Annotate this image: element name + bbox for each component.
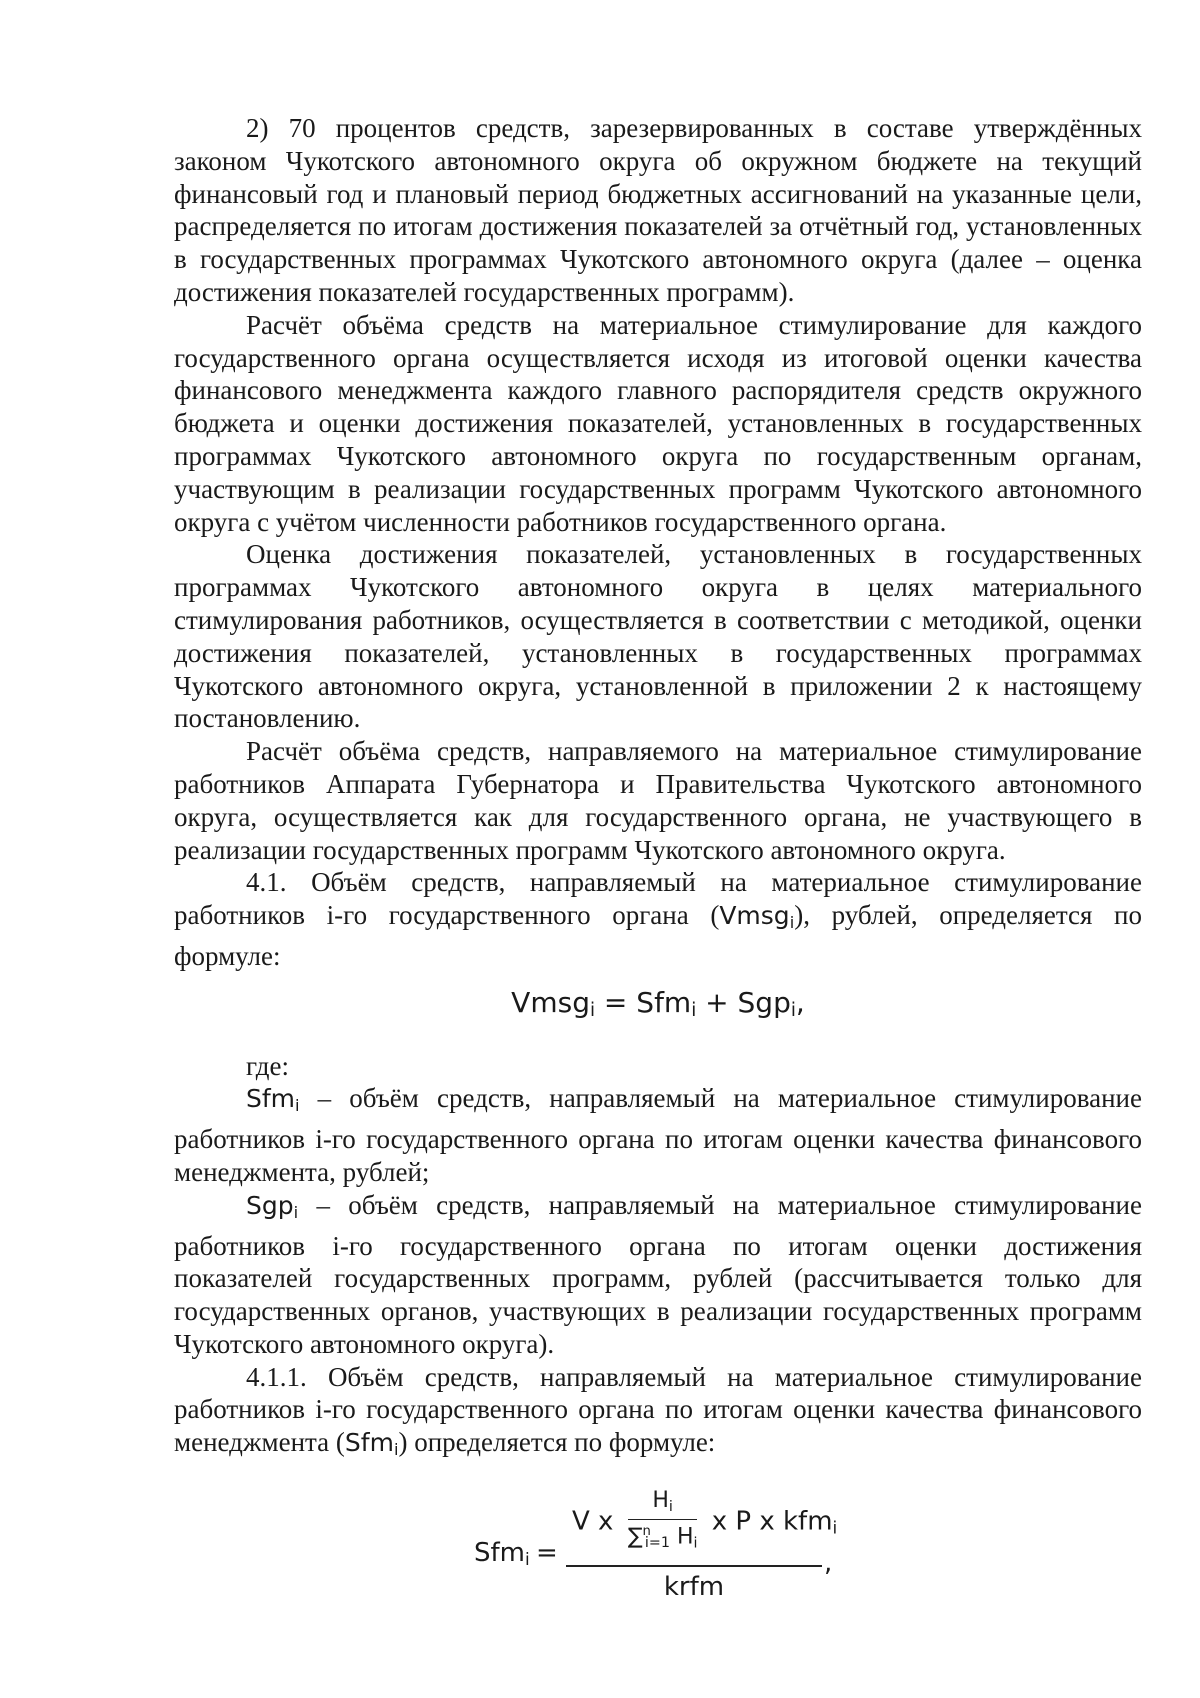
where-label: где: <box>246 1050 289 1081</box>
formula-sfm-numerator: V x $\frac{H_i}{\sum^n_{i=1} H_i}$ x P x kfm$_i$ <box>572 1489 822 1555</box>
formula-sfm-inner-fraction: $\frac{H_i}{\sum^n_{i=1} H_i}$ <box>627 1488 698 1552</box>
paragraph-5 <box>174 866 1142 972</box>
paragraph-8: 4.1.1. Объём средств, направляемый на материальное стимулирование работников i-го государственного органа по итогам оценки качества финансового менеджмента (Sfm$_i$) определяется по формуле: <box>174 1361 1142 1460</box>
paragraph-7: Sgp$_i$ – объём средств, направляемый на материальное стимулирование работников i-го государственного органа по итогам оценки достижения показателей государственных программ, рублей (рассчитывается только для государственных органов, участвующих в реализации государственных программ Чукотского автономного округа). <box>174 1189 1142 1359</box>
paragraph-1: 2) 70 процентов средств, зарезервированных в составе утверждённых законом Чукотского автономного округа об окружном бюджете на текущий финансовый год и плановый период бюджетных ассигнований на указанные цели, распределяется по итогам достижения показателей за отчётный год, установленных в государственных программах Чукотского автономного округа (далее – оценка достижения показателей государственных программ). <box>174 113 1142 307</box>
symbol-sgp: Sgp$_i$ <box>246 1190 299 1222</box>
formula-sfm-lhs: Sfm$_i$ <box>474 1538 530 1570</box>
paragraph-5-text-a: 4.1. Объём средств, направляемый на материальное стимулирование работников i-го государственного органа ( <box>174 867 1142 931</box>
document-page <box>174 112 1142 1615</box>
paragraph-2: Расчёт объёма средств на материальное стимулирование для каждого государственного органа осуществляется исходя из итоговой оценки качества финансового менеджмента каждого главного распорядителя средств окружного бюджета и оценки достижения показателей, установленных в государственных программах Чукотского автономного округа по государственным органам, участвующим в реализации государственных программ Чукотского автономного округа с учётом численности работников государственного органа. <box>174 309 1142 537</box>
paragraph-6: Sfm$_i$ – объём средств, направляемый на материальное стимулирование работников i-го государственного органа по итогам оценки качества финансового менеджмента, рублей; <box>174 1083 1142 1187</box>
formula-sfm <box>174 1485 1142 1615</box>
formula-sfm-denominator: krfm <box>663 1572 725 1603</box>
formula-vmsg: Vmsg$_i$ = Sfm$_i$ + Sgp$_i$, <box>511 985 805 1021</box>
paragraph-4: Расчёт объёма средств, направляемого на материальное стимулирование работников Аппарата Губернатора и Правительства Чукотского автономного округа, осуществляется как для государственного органа, не участвующего в реализации государственных программ Чукотского автономного округа. <box>174 736 1142 865</box>
formula-sfm-comma: , <box>824 1548 833 1579</box>
formula-sfm-equals: = <box>536 1538 558 1569</box>
symbol-sfm: Sfm$_i$ <box>246 1084 300 1116</box>
paragraph-3: Оценка достижения показателей, установленных в государственных программах Чукотского автономного округа в целях материального стимулирования работников, осуществляется в соответствии с методикой, оценки достижения показателей, установленных в государственных программах Чукотского автономного округа, установленной в приложении 2 к настоящему постановлению. <box>174 539 1142 734</box>
symbol-vmsg: Vmsg$_i$ <box>719 901 795 933</box>
symbol-sfm-inline: Sfm$_i$ <box>344 1428 399 1460</box>
formula-sfm-fraction-bar <box>566 1565 822 1567</box>
paragraph-5-text-b: ), рублей, определяется по формуле: <box>174 900 1142 971</box>
